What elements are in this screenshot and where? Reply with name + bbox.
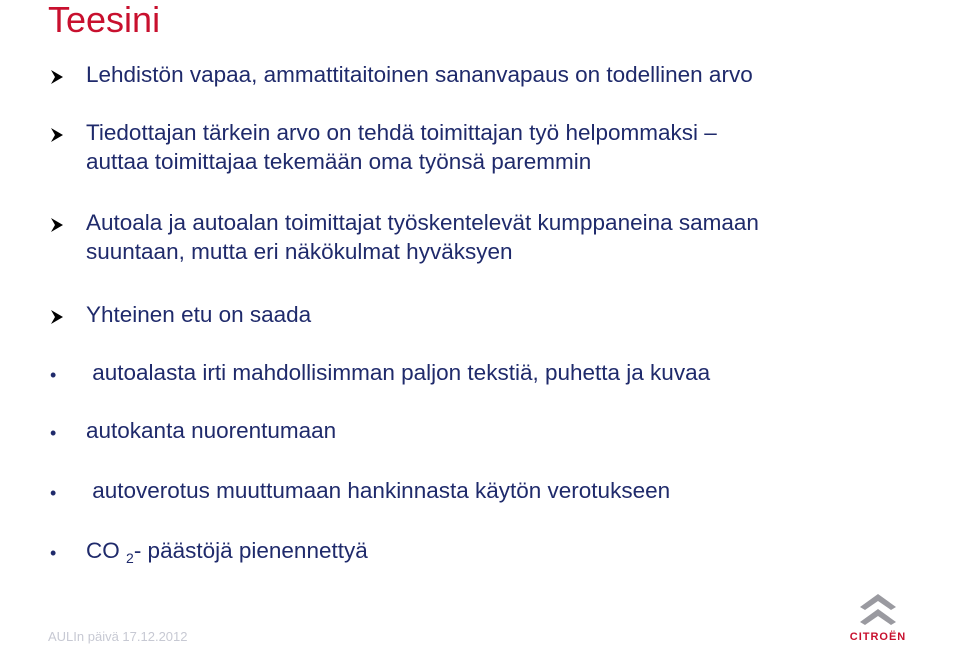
co2-subscript: 2 — [126, 550, 134, 566]
bullet-text: Yhteinen etu on saada — [86, 302, 312, 327]
co2-suffix: - päästöjä pienennettyä — [133, 538, 368, 563]
co2-prefix: CO — [86, 538, 127, 563]
arrow-bullet-icon — [48, 118, 74, 152]
bullet-item — [48, 208, 919, 266]
dot-bullet-icon: • — [50, 543, 57, 563]
arrow-bullet-icon — [48, 300, 74, 334]
citroen-double-chevron-icon — [856, 590, 900, 630]
bullet-item — [48, 536, 919, 573]
bullet-text: autoalasta irti mahdollisimman paljon tekstiä, puhetta ja kuvaa — [86, 360, 711, 385]
citroen-wordmark: CITROËN — [849, 631, 907, 643]
bullet-text: suuntaan, mutta eri näkökulmat hyväksyen — [86, 239, 513, 264]
bullet-item — [48, 358, 919, 387]
slide-title: Teesini — [48, 0, 161, 40]
bullet-text: autokanta nuorentumaan — [86, 418, 337, 443]
bullet-text: Lehdistön vapaa, ammattitaitoinen sananvapaus on todellinen arvo — [86, 62, 753, 87]
bullet-text: auttaa toimittajaa tekemään oma työnsä paremmin — [86, 149, 592, 174]
bullet-text: Autoala ja autoalan toimittajat työskentelevät kumppaneina samaan — [86, 210, 759, 235]
arrow-bullet-icon — [48, 60, 74, 94]
bullet-text: Tiedottajan tärkein arvo on tehdä toimittajan työ helpommaksi – — [86, 120, 717, 145]
footer-text: AULIn päivä 17.12.2012 — [48, 629, 188, 644]
bullet-item — [48, 476, 919, 505]
arrow-bullet-icon — [48, 208, 74, 242]
bullet-item — [48, 60, 919, 89]
bullet-item — [48, 300, 919, 329]
bullet-text: autoverotus muuttumaan hankinnasta käytön verotukseen — [86, 478, 671, 503]
dot-bullet-icon: • — [50, 365, 57, 385]
dot-bullet-icon: • — [50, 423, 57, 443]
co2-text — [86, 536, 919, 573]
bullet-item — [48, 118, 919, 176]
citroen-logo — [838, 590, 918, 646]
dot-bullet-icon: • — [50, 483, 57, 503]
bullet-item — [48, 416, 919, 445]
